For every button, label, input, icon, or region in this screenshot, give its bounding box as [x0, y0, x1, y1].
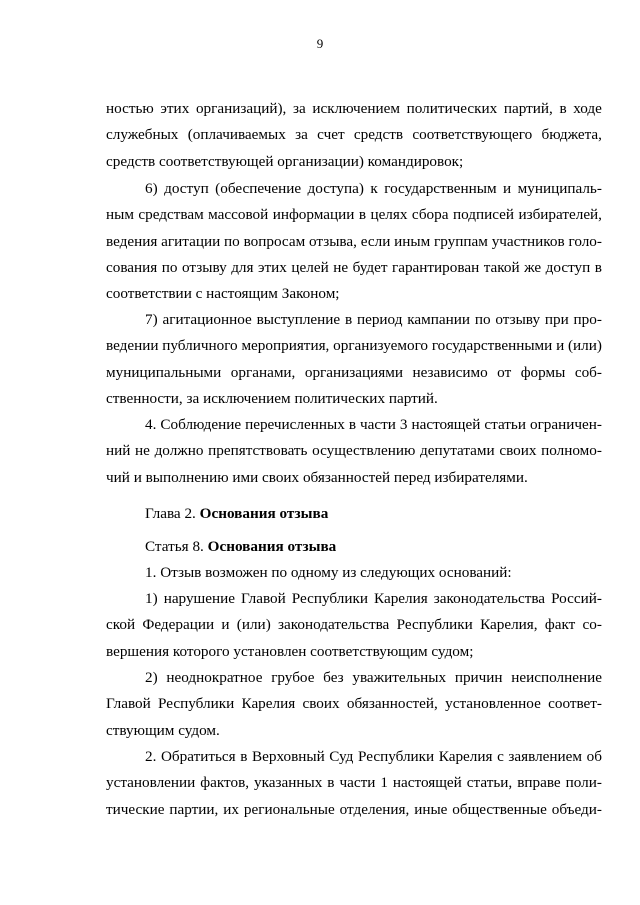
- word: ведении: [106, 337, 159, 355]
- word: факт: [544, 616, 576, 634]
- word: бюджета,: [541, 126, 602, 144]
- word: указанных: [254, 774, 323, 792]
- word: Федерации: [142, 616, 215, 634]
- word: неоднократное: [166, 669, 263, 686]
- line-text: средств соответствующей организации) командировок;: [106, 152, 464, 170]
- line-text: 1. Отзыв возможен по одному из следующих оснований:: [145, 564, 512, 581]
- word: ным: [106, 206, 134, 224]
- word: Карелия,: [480, 616, 538, 634]
- word: (или): [567, 337, 602, 355]
- word: части: [339, 774, 376, 792]
- line-text: чий и выполнению ими своих обязанностей перед избирателями.: [106, 468, 528, 486]
- word: отзыву: [182, 258, 227, 276]
- article-heading: [106, 534, 602, 560]
- word: при: [544, 311, 569, 328]
- word: если: [360, 232, 391, 250]
- word: по: [474, 311, 491, 328]
- heading-line: [106, 534, 602, 560]
- word: доступ: [164, 180, 209, 197]
- paragraph: [106, 307, 602, 412]
- word: законодательства: [278, 616, 390, 634]
- word: средств: [353, 126, 404, 144]
- word: в: [348, 416, 356, 433]
- text-line: [106, 202, 602, 228]
- word: тические: [106, 800, 165, 818]
- word: статьи,: [466, 774, 513, 792]
- word: государственными: [431, 337, 553, 355]
- text-line: [106, 307, 602, 333]
- word: 2.: [145, 748, 157, 765]
- paragraph: [106, 176, 602, 307]
- word: подписей: [452, 206, 514, 224]
- word: гарантирован: [391, 258, 480, 276]
- word: агитации: [161, 232, 221, 250]
- word: 6): [145, 180, 158, 197]
- word: причин: [454, 669, 503, 686]
- word: обязанностей,: [346, 695, 438, 713]
- text-line: [106, 560, 602, 586]
- word: ской: [106, 616, 136, 634]
- word: (оплачиваемых: [187, 126, 286, 144]
- word: исключением: [312, 100, 400, 117]
- word: формы: [520, 363, 566, 381]
- word: 3: [399, 416, 408, 433]
- word: группам: [434, 232, 488, 250]
- word: служебных: [106, 126, 179, 144]
- word: иные: [414, 800, 448, 818]
- word: 7): [145, 311, 158, 328]
- word: отзыва,: [309, 232, 357, 250]
- word: кампании: [407, 311, 471, 328]
- word: неисполнение: [511, 669, 602, 686]
- text-line: [106, 797, 602, 823]
- word: 1): [145, 590, 158, 607]
- text-line: [106, 665, 602, 691]
- word: соответствующего: [412, 126, 533, 144]
- word: осуществлению: [312, 442, 416, 460]
- word: перечисленных: [245, 416, 345, 433]
- word: вопросам: [243, 232, 306, 250]
- word: Верховный: [252, 748, 325, 765]
- word: части: [359, 416, 396, 433]
- word: в: [559, 100, 567, 117]
- text-line: [106, 744, 602, 770]
- word: голо-: [568, 232, 602, 250]
- word: препятствовать: [208, 442, 308, 460]
- text-line: [106, 412, 602, 438]
- text-line: [106, 333, 602, 359]
- word: же: [524, 258, 542, 276]
- word: законодательства: [433, 590, 546, 607]
- word: соответ-: [548, 695, 602, 713]
- text-line: [106, 360, 602, 386]
- word: Карелия: [241, 695, 296, 713]
- heading-line: [106, 501, 602, 527]
- word: сования: [106, 258, 158, 276]
- word: государственным: [384, 180, 497, 197]
- heading-prefix: Глава 2.: [145, 505, 200, 522]
- word: от: [497, 363, 512, 381]
- word: объеди-: [551, 800, 602, 818]
- word: 2): [145, 669, 158, 686]
- word: в: [344, 311, 353, 328]
- word: целях: [370, 206, 408, 224]
- word: (обеспечение: [215, 180, 302, 197]
- paragraph: [106, 744, 602, 823]
- text-line: [106, 465, 602, 491]
- word: в: [327, 774, 335, 792]
- word: не: [333, 258, 349, 276]
- word: про-: [573, 311, 602, 328]
- word: ностью: [106, 100, 154, 117]
- word: Карелия: [374, 590, 428, 607]
- word: ведения: [106, 232, 158, 250]
- word: будет: [352, 258, 388, 276]
- word: муниципаль-: [517, 180, 602, 197]
- word: соб-: [574, 363, 602, 381]
- word: Республики: [158, 695, 235, 713]
- word: настоящей: [411, 416, 481, 433]
- word: заявлением: [508, 748, 583, 765]
- word: без: [323, 669, 344, 686]
- word: Республики: [396, 616, 473, 634]
- word: нарушение: [163, 590, 235, 607]
- word: партии,: [169, 800, 219, 818]
- word: целей: [291, 258, 329, 276]
- word: публичного: [162, 337, 238, 355]
- word: мероприятия,: [241, 337, 330, 355]
- word: с: [497, 748, 504, 765]
- heading-title: Основания отзыва: [199, 505, 329, 522]
- text-line: [106, 255, 602, 281]
- line-text: соответствии с настоящим Законом;: [106, 285, 340, 303]
- word: и: [556, 337, 565, 355]
- word: установленное: [445, 695, 541, 713]
- word: массовой: [208, 206, 269, 224]
- word: органами,: [230, 363, 296, 381]
- word: в: [358, 206, 366, 224]
- line-text: ственности, за исключением политических партий.: [106, 389, 438, 407]
- word: не: [135, 442, 150, 460]
- word: к: [370, 180, 378, 197]
- word: за: [292, 100, 306, 117]
- word: депутатами: [420, 442, 495, 460]
- word: информации: [272, 206, 355, 224]
- word: Соблюдение: [160, 416, 242, 433]
- line-text: вершения которого установлен соответствующим судом;: [106, 642, 474, 660]
- word: и: [503, 180, 512, 197]
- paragraph: [106, 586, 602, 665]
- word: со-: [582, 616, 602, 634]
- word: Карелия: [438, 748, 493, 765]
- word: участников: [491, 232, 565, 250]
- word: по: [161, 258, 178, 276]
- heading-title: Основания отзыва: [207, 538, 337, 555]
- word: настоящей: [392, 774, 462, 792]
- text-line: [106, 281, 602, 307]
- paragraph: [106, 412, 602, 491]
- word: выступление: [256, 311, 341, 328]
- word: по: [224, 232, 240, 250]
- word: ограничен-: [529, 416, 602, 433]
- word: 1: [380, 774, 388, 792]
- word: грубое: [271, 669, 315, 686]
- word: период: [356, 311, 403, 328]
- word: полномо-: [541, 442, 602, 460]
- word: организациями: [304, 363, 403, 381]
- text-line: [106, 149, 602, 175]
- word: статьи: [484, 416, 526, 433]
- word: организуемого: [333, 337, 429, 355]
- text-line: [106, 386, 602, 412]
- word: Обратиться: [160, 748, 236, 765]
- word: доступа): [307, 180, 364, 197]
- text-line: [106, 691, 602, 717]
- word: в: [240, 748, 248, 765]
- word: этих: [258, 258, 287, 276]
- word: агитационное: [162, 311, 252, 328]
- word: Главой: [241, 590, 286, 607]
- word: своих: [302, 695, 340, 713]
- word: ний: [106, 442, 131, 460]
- word: за: [295, 126, 308, 144]
- text-line: [106, 586, 602, 612]
- word: Суд: [329, 748, 354, 765]
- text-line: [106, 229, 602, 255]
- word: установлении: [106, 774, 196, 792]
- word: партий,: [503, 100, 553, 117]
- paragraph: [106, 665, 602, 744]
- word: этих: [160, 100, 190, 117]
- word: Республики: [358, 748, 435, 765]
- word: Республики: [291, 590, 368, 607]
- word: такой: [483, 258, 520, 276]
- word: (или): [236, 616, 271, 634]
- word: счет: [317, 126, 345, 144]
- line-text: ствующим судом.: [106, 721, 220, 739]
- word: иным: [394, 232, 431, 250]
- word: фактов,: [200, 774, 250, 792]
- word: и: [221, 616, 230, 634]
- chapter-heading: [106, 501, 602, 527]
- text-line: [106, 96, 602, 122]
- word: ходе: [573, 100, 602, 117]
- word: отделения,: [339, 800, 410, 818]
- heading-prefix: Статья 8.: [145, 538, 208, 555]
- word: их: [223, 800, 239, 818]
- word: для: [231, 258, 254, 276]
- word: общественные: [452, 800, 547, 818]
- word: 4.: [145, 416, 157, 433]
- word: региональные: [243, 800, 335, 818]
- paragraph: [106, 96, 602, 175]
- word: муниципальными: [106, 363, 222, 381]
- text-line: [106, 176, 602, 202]
- word: уважительных: [352, 669, 447, 686]
- word: своих: [499, 442, 537, 460]
- word: организаций),: [195, 100, 287, 117]
- word: сбора: [411, 206, 449, 224]
- word: средствам: [138, 206, 204, 224]
- word: должно: [154, 442, 204, 460]
- text-line: [106, 718, 602, 744]
- word: политических: [406, 100, 498, 117]
- text-line: [106, 639, 602, 665]
- word: Главой: [106, 695, 151, 713]
- text-line: [106, 770, 602, 796]
- word: вправе: [517, 774, 561, 792]
- word: в: [594, 258, 602, 276]
- word: поли-: [565, 774, 602, 792]
- text-line: [106, 438, 602, 464]
- word: отзыву: [495, 311, 541, 328]
- text-line: [106, 612, 602, 638]
- paragraph: [106, 560, 602, 586]
- word: доступ: [545, 258, 591, 276]
- word: Россий-: [551, 590, 602, 607]
- word: об: [586, 748, 602, 765]
- page-number: 9: [316, 36, 324, 51]
- text-line: [106, 122, 602, 148]
- word: избирателей,: [518, 206, 602, 224]
- word: независимо: [412, 363, 488, 381]
